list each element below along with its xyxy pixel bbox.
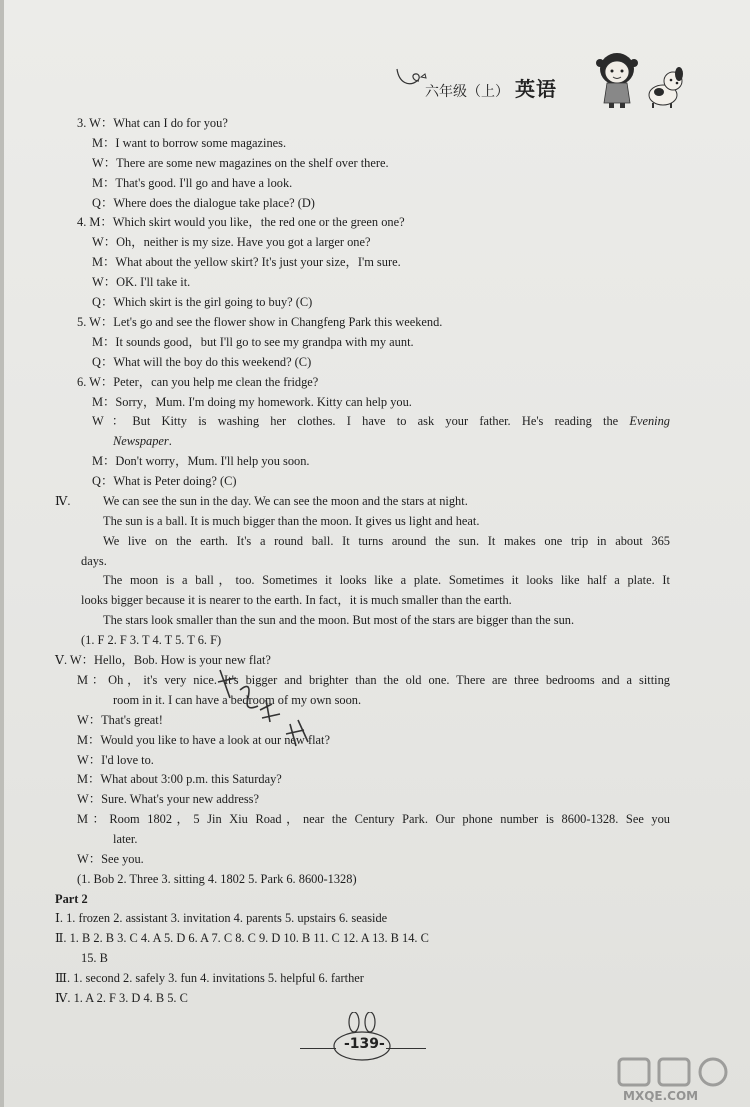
dialogue-6-question: Q：What is Peter doing? (C) (92, 474, 237, 488)
dialogue-6-line-3-period: . (168, 434, 172, 448)
dialogue-4-line-3: M：What about the yellow skirt? It's just your size，I'm sure. (92, 255, 401, 269)
handwritten-scribble (200, 660, 330, 750)
part-2-section-4: Ⅳ. 1. A 2. F 3. D 4. B 5. C (55, 991, 188, 1005)
dialogue-5-question: Q：What will the boy do this weekend? (C) (92, 355, 312, 369)
dog-cartoon-icon (637, 65, 687, 109)
watermark-logo-icon (615, 1055, 735, 1089)
section-5-line-8: M：Room 1802，5 Jin Xiu Road，near the Century Park. Our phone number is 8600-1328. See you (77, 812, 670, 826)
section-5-line-7: W：Sure. What's your new address? (77, 792, 259, 806)
dialogue-3-question: Q：Where does the dialogue take place? (D) (92, 196, 315, 210)
passage-line-3: We live on the earth. It's a round ball. It turns around the sun. It makes one trip in about 365 (103, 534, 670, 548)
dialogue-6-line-4: M：Don't worry，Mum. I'll help you soon. (92, 454, 310, 468)
dialogue-3-line-3: W：There are some new magazines on the shelf over there. (92, 156, 389, 170)
dialogue-5-line-2: M：It sounds good，but I'll go to see my grandpa with my aunt. (92, 335, 414, 349)
dialogue-4-line-4: W：OK. I'll take it. (92, 275, 191, 289)
page-footer (300, 1012, 430, 1062)
dialogue-4-line-1: 4. M：Which skirt would you like，the red one or the green one? (77, 215, 405, 229)
section-5-line-9: W：See you. (77, 852, 144, 866)
dialogue-3-line-1: 3. W：What can I do for you? (77, 116, 228, 130)
girl-cartoon-icon (591, 47, 643, 109)
dialogue-4-question: Q：Which skirt is the girl going to buy? (C) (92, 295, 313, 309)
dialogue-5-line-1: 5. W：Let's go and see the flower show in Changfeng Park this weekend. (77, 315, 443, 329)
dialogue-6-line-3-cont (113, 433, 172, 449)
section-5-line-6: M：What about 3:00 p.m. this Saturday? (77, 772, 282, 786)
newspaper-title-part-1: Evening (629, 414, 670, 428)
header-grade: 六年级（上） (425, 84, 509, 100)
page-header (395, 55, 735, 115)
section-5-line-2: M：Oh，it's very nice. It's bigger and brighter than the old one. There are three bedrooms and a sitting (77, 673, 670, 687)
section-5-line-3: W：That's great! (77, 713, 163, 727)
header-subject: 英语 (515, 77, 557, 101)
dialogue-6-line-2: M：Sorry，Mum. I'm doing my homework. Kitty can help you. (92, 395, 412, 409)
dialogue-3-line-2: M：I want to borrow some magazines. (92, 136, 287, 150)
dialogue-6-line-3 (92, 413, 670, 429)
passage-answers: (1. F 2. F 3. T 4. T 5. T 6. F) (81, 633, 222, 647)
part-2-heading: Part 2 (55, 892, 88, 906)
passage-line-2: The sun is a ball. It is much bigger than the moon. It gives us light and heat. (103, 514, 480, 528)
watermark-url: MXQE.COM (623, 1089, 699, 1103)
watermark (615, 1055, 735, 1103)
section-5-answers: (1. Bob 2. Three 3. sitting 4. 1802 5. Park 6. 8600-1328) (77, 872, 357, 886)
part-2-section-2: Ⅱ. 1. B 2. B 3. C 4. A 5. D 6. A 7. C 8. C 9. D 10. B 11. C 12. A 13. B 14. C (55, 931, 429, 945)
dialogue-3-line-4: M：That's good. I'll go and have a look. (92, 176, 293, 190)
passage-line-4-cont: looks bigger because it is nearer to the earth. In fact，it is much smaller than the earth. (81, 593, 512, 607)
section-5-line-1: Ⅴ. W：Hello，Bob. How is your new flat? (55, 653, 271, 667)
passage-line-4: The moon is a ball，too. Sometimes it looks like a plate. Sometimes it looks like half a plate. It (103, 573, 670, 587)
newspaper-title-part-2: Newspaper (113, 434, 169, 448)
section-5-line-8-cont: later. (113, 832, 138, 846)
section-5-line-4: M：Would you like to have a look at our new flat? (77, 733, 330, 747)
dialogue-6-line-1: 6. W：Peter，can you help me clean the fridge? (77, 375, 319, 389)
page-edge (0, 0, 4, 1107)
passage-line-5: The stars look smaller than the sun and the moon. But most of the stars are bigger than the sun. (103, 613, 575, 627)
passage-line-1: We can see the sun in the day. We can see the moon and the stars at night. (103, 494, 468, 508)
part-2-section-3: Ⅲ. 1. second 2. safely 3. fun 4. invitations 5. helpful 6. farther (55, 971, 364, 985)
swirl-icon (395, 63, 429, 93)
dialogue-4-line-2: W：Oh，neither is my size. Have you got a larger one? (92, 235, 371, 249)
section-5-line-2-cont: room in it. I can have a bedroom of my own soon. (113, 693, 362, 707)
header-title (425, 73, 557, 102)
part-2-section-1: Ⅰ. 1. frozen 2. assistant 3. invitation 4. parents 5. upstairs 6. seaside (55, 911, 388, 925)
section-4-number: Ⅳ. (55, 494, 71, 508)
dialogue-6-line-3-text: W：But Kitty is washing her clothes. I have to ask your father. He's reading the (92, 414, 630, 428)
part-2-section-2-cont: 15. B (81, 951, 108, 965)
page-number: -139- (344, 1036, 385, 1052)
passage-line-3-cont: days. (81, 554, 107, 568)
section-5-line-5: W：I'd love to. (77, 753, 154, 767)
